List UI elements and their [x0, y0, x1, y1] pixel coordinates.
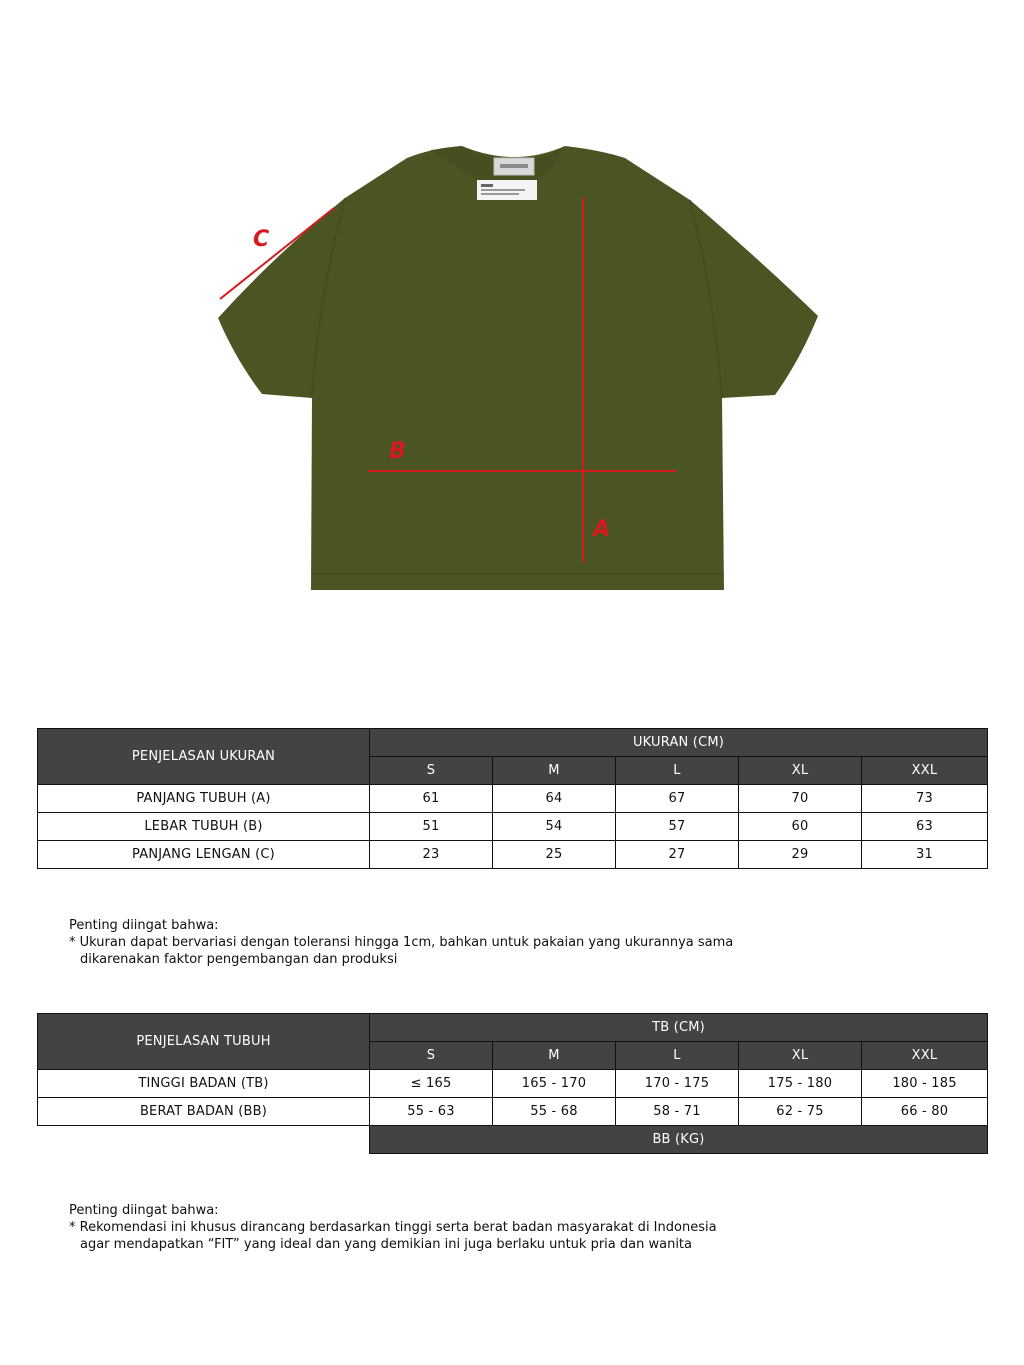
blank-cell: [38, 1126, 370, 1154]
table-row: [38, 1098, 988, 1126]
table-cell: 170 - 175: [616, 1070, 739, 1098]
table-row: [38, 1070, 988, 1098]
size-header: XXL: [862, 757, 988, 785]
table-cell: 64: [493, 785, 616, 813]
group-header: UKURAN (CM): [370, 729, 988, 757]
size-header: XXL: [862, 1042, 988, 1070]
table-title: PENJELASAN UKURAN: [38, 729, 370, 785]
table-cell: 73: [862, 785, 988, 813]
size-measurement-table: [37, 728, 988, 869]
note-line: dikarenakan faktor pengembangan dan produksi: [80, 952, 398, 967]
table-cell: 54: [493, 813, 616, 841]
size-header: L: [616, 1042, 739, 1070]
table-cell: 23: [370, 841, 493, 869]
footer-header: BB (KG): [370, 1126, 988, 1154]
note-tolerance: [69, 917, 733, 968]
size-header: XL: [739, 757, 862, 785]
tshirt-illustration: [218, 146, 818, 590]
table-cell: 165 - 170: [493, 1070, 616, 1098]
measure-label-c: C: [253, 227, 270, 252]
table-cell: 180 - 185: [862, 1070, 988, 1098]
table-cell: 67: [616, 785, 739, 813]
table-cell: 70: [739, 785, 862, 813]
table-title: PENJELASAN TUBUH: [38, 1014, 370, 1070]
table-cell: 55 - 68: [493, 1098, 616, 1126]
table-row: [38, 813, 988, 841]
row-label: PANJANG LENGAN (C): [38, 841, 370, 869]
size-header: M: [493, 757, 616, 785]
body-recommendation-table: [37, 1013, 988, 1154]
table-cell: 60: [739, 813, 862, 841]
table-cell: 31: [862, 841, 988, 869]
table-cell: 66 - 80: [862, 1098, 988, 1126]
note-line: * Ukuran dapat bervariasi dengan toleransi hingga 1cm, bahkan untuk pakaian yang ukurannya sama: [69, 935, 734, 950]
table-cell: 55 - 63: [370, 1098, 493, 1126]
group-header: TB (CM): [370, 1014, 988, 1042]
note-title: Penting diingat bahwa:: [69, 918, 219, 933]
row-label: PANJANG TUBUH (A): [38, 785, 370, 813]
tshirt-measurement-figure: [0, 0, 1024, 640]
row-label: TINGGI BADAN (TB): [38, 1070, 370, 1098]
table-cell: ≤ 165: [370, 1070, 493, 1098]
row-label: BERAT BADAN (BB): [38, 1098, 370, 1126]
table-cell: 61: [370, 785, 493, 813]
note-line: * Rekomendasi ini khusus dirancang berdasarkan tinggi serta berat badan masyarakat di Indonesia: [69, 1220, 717, 1235]
size-header: XL: [739, 1042, 862, 1070]
table-cell: 27: [616, 841, 739, 869]
size-header: M: [493, 1042, 616, 1070]
table-cell: 29: [739, 841, 862, 869]
table-row: [38, 841, 988, 869]
note-recommendation: [69, 1202, 717, 1253]
table-cell: 58 - 71: [616, 1098, 739, 1126]
note-title: Penting diingat bahwa:: [69, 1203, 219, 1218]
note-line: agar mendapatkan “FIT” yang ideal dan yang demikian ini juga berlaku untuk pria dan wanita: [80, 1237, 692, 1252]
table-row: [38, 785, 988, 813]
size-header: L: [616, 757, 739, 785]
table-cell: 25: [493, 841, 616, 869]
table-cell: 51: [370, 813, 493, 841]
table-cell: 57: [616, 813, 739, 841]
size-header: S: [370, 1042, 493, 1070]
measure-label-b: B: [389, 439, 406, 464]
table-cell: 63: [862, 813, 988, 841]
table-cell: 62 - 75: [739, 1098, 862, 1126]
row-label: LEBAR TUBUH (B): [38, 813, 370, 841]
table-cell: 175 - 180: [739, 1070, 862, 1098]
measure-label-a: A: [593, 517, 611, 542]
size-header: S: [370, 757, 493, 785]
